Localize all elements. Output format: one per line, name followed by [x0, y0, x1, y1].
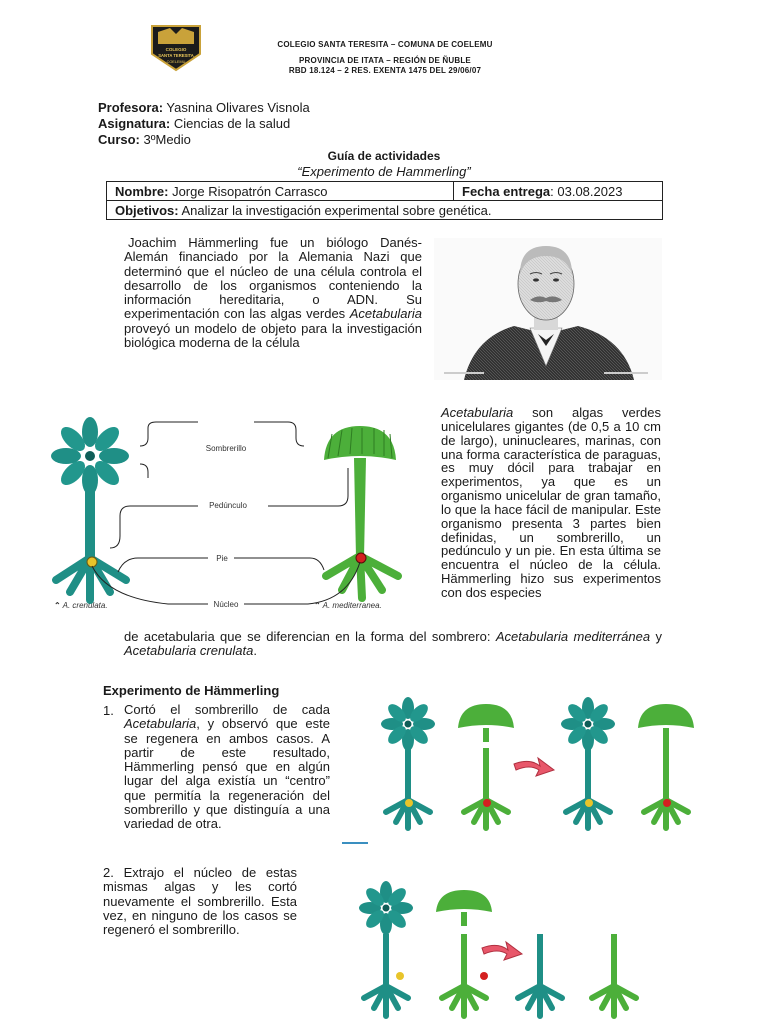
school-logo — [150, 24, 202, 72]
objectives-cell — [107, 201, 663, 220]
species-right: A. mediterranea. — [322, 601, 382, 610]
label-peduncle: Pedúnculo — [209, 501, 247, 510]
name-label: Nombre: — [115, 183, 169, 199]
acetabularia-diagram — [48, 408, 428, 618]
acetabularia-paragraph — [441, 406, 661, 600]
caption-mediterranea: ⌃ A. mediterranea. — [314, 601, 382, 610]
step1-b: , y observó que este se regenera en ambos casos. A partir de este resultado, Hämmerling pensó que en algún lugar del alga existía un “centro” que permitía la regeneración del sombrerillo y que distinguía a una variedad de otra. — [124, 716, 330, 832]
intro-text-1: Joachim Hämmerling fue un biólogo Danés-Alemán financiado por la Alemania Nazi que determinó que el núcleo de una célula controla el desarrollo de los organismos conteniendo la información hereditaria, o ADN. Su experimentación con las algas verdes — [124, 235, 422, 322]
teacher-line — [98, 100, 310, 115]
mediterranea-alga — [324, 426, 398, 598]
objectives-text: Analizar la investigación experimental sobre genética. — [181, 202, 492, 218]
cont-text-c: . — [253, 643, 257, 658]
label-nucleus: Núcleo — [213, 600, 239, 609]
experiment-title: Experimento de Hämmerling — [103, 683, 280, 698]
acetabularia-continuation — [124, 630, 662, 658]
crenulata-alga — [51, 417, 129, 600]
acetabularia-body: son algas verdes unicelulares gigantes (de 0,5 a 10 cm de largo), uninucleares, marinas, con una forma característica de paraguas, es muy dócil para trabajar en experimentos, ya que es un organismo unicelular de gran tamaño, lo que la hace fácil de manipular. Este organismo presenta 3 partes bien definidas, un sombrerillo, un pedúnculo y un pie. En esta última se encuentra el núcleo de la célula. Hämmerling hizo sus experimentos con dos especies — [441, 405, 661, 600]
guide-subtitle: “Experimento de Hammerling” — [297, 164, 471, 179]
subject-label: Asignatura: — [98, 116, 171, 131]
guide-title: Guía de actividades — [327, 149, 441, 163]
step1-italic: Acetabularia — [124, 716, 197, 732]
date-cell — [454, 182, 663, 201]
school-name: COLEGIO SANTA TERESITA – COMUNA DE COELEMU — [277, 40, 493, 49]
teacher-label: Profesora: — [98, 100, 164, 115]
logo-text-3: COELEMU — [166, 60, 186, 64]
cont-text-b: y — [650, 629, 662, 644]
hammerling-portrait — [434, 238, 662, 380]
name-cell — [107, 182, 454, 201]
cont-text-a: de acetabularia que se diferencian en la forma del sombrero: — [124, 629, 496, 644]
objectives-label: Objetivos: — [115, 202, 179, 218]
teacher-name: Yasnina Olivares Visnola — [166, 100, 310, 115]
label-foot: Pie — [216, 554, 228, 563]
caption-crenulata: ⌃ A. crenulata. — [54, 601, 108, 610]
intro-text-2: proveyó un modelo de objeto para la investigación biológica moderna de la célula — [124, 320, 422, 351]
step2-text: 2. Extrajo el núcleo de estas mismas algas y les cortó nuevamente el sombrerillo. Esta vez, en ninguno de los casos se regeneró el sombrerillo. — [103, 865, 297, 938]
step1-a: Cortó el sombrerillo de cada — [124, 702, 330, 717]
subject-line — [98, 116, 290, 131]
province: PROVINCIA DE ITATA – REGIÓN DE ÑUBLE — [299, 56, 471, 65]
step1-number: 1. — [103, 703, 114, 718]
logo-text-1: COLEGIO — [165, 47, 187, 52]
course-name: 3ºMedio — [143, 132, 191, 147]
logo-text-2: SANTA TERESITA — [158, 53, 194, 58]
course-line — [98, 132, 191, 147]
step1-text — [124, 703, 330, 832]
info-table — [106, 181, 663, 220]
due-date: : 03.08.2023 — [550, 183, 623, 199]
acetabularia-italic: Acetabularia — [441, 405, 514, 420]
rbd: RBD 18.124 – 2 RES. EXENTA 1475 DEL 29/06/07 — [288, 66, 482, 75]
intro-italic: Acetabularia — [349, 306, 422, 322]
label-sombrerillo: Sombrerillo — [205, 444, 247, 453]
course-label: Curso: — [98, 132, 140, 147]
cont-italic-1: Acetabularia mediterránea — [495, 629, 651, 644]
date-label: Fecha entrega — [462, 183, 551, 199]
intro-paragraph — [124, 236, 422, 350]
cont-italic-2: Acetabularia crenulata — [124, 643, 254, 658]
species-left: A. crenulata. — [62, 601, 108, 610]
experiment-1-figure — [340, 694, 710, 844]
student-name: Jorge Risopatrón Carrasco — [172, 183, 328, 199]
subject-name: Ciencias de la salud — [173, 116, 291, 131]
experiment-2-figure — [340, 876, 670, 1021]
